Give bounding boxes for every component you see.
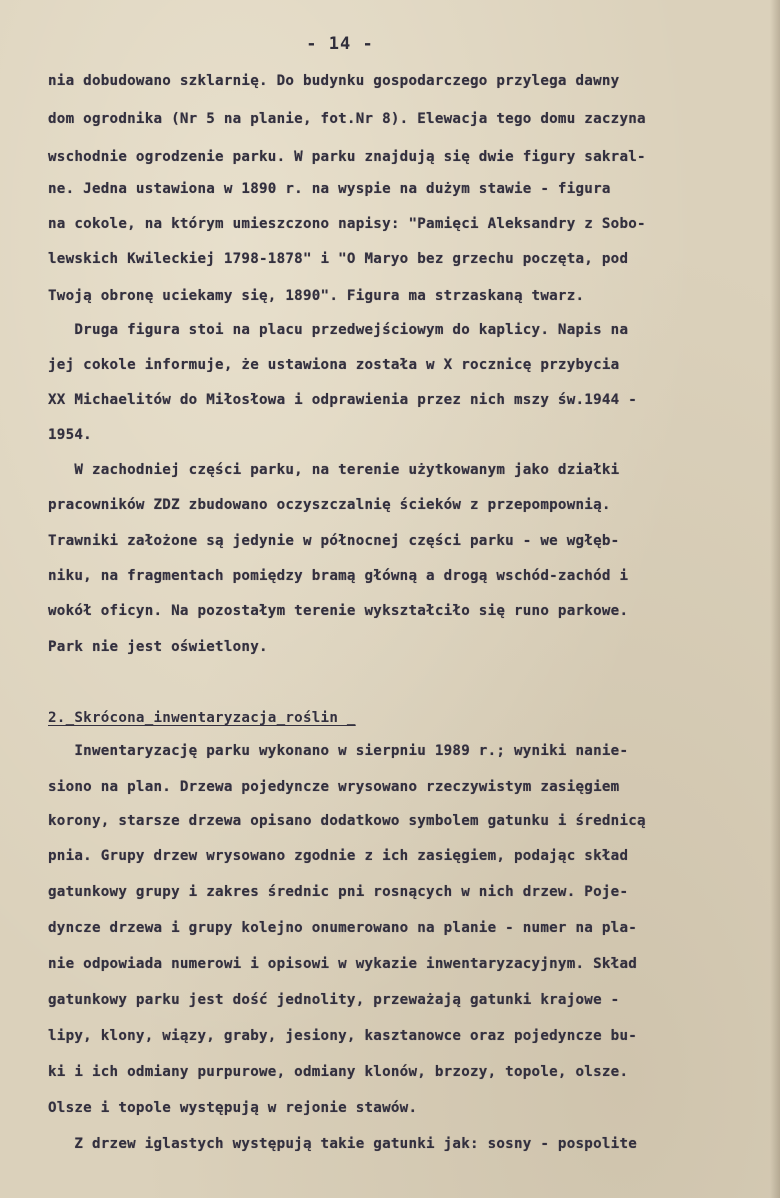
text-line: lewskich Kwileckiej 1798-1878" i "O Maryo bez grzechu poczęta, pod [48,251,629,267]
text-line: XX Michaelitów do Miłosłowa i odprawienia przez nich mszy św.1944 - [48,392,638,408]
text-line: niku, na fragmentach pomiędzy bramą główną a drogą wschód-zachód i [48,568,629,584]
section-heading: 2._Skrócona_inwentaryzacja_roślin _ [48,710,356,726]
text-line: 1954. [48,427,92,443]
text-line: Druga figura stoi na placu przedwejściowym do kaplicy. Napis na [48,322,629,338]
text-line: gatunkowy grupy i zakres średnic pni rosnących w nich drzew. Poje- [48,884,629,900]
text-line: siono na plan. Drzewa pojedyncze wrysowano rzeczywistym zasięgiem [48,779,620,795]
text-line: Trawniki założone są jedynie w północnej części parku - we wgłęb- [48,533,620,549]
text-line: pnia. Grupy drzew wrysowano zgodnie z ich zasięgiem, podając skład [48,848,629,864]
text-line: W zachodniej części parku, na terenie użytkowanym jako działki [48,462,620,478]
text-line: korony, starsze drzewa opisano dodatkowo symbolem gatunku i średnicą [48,813,646,829]
text-line: na cokole, na którym umieszczono napisy: "Pamięci Aleksandry z Sobo- [48,216,646,232]
text-line: Inwentaryzację parku wykonano w sierpniu 1989 r.; wyniki nanie- [48,743,629,759]
text-line: jej cokole informuje, że ustawiona została w X rocznicę przybycia [48,357,620,373]
text-line: dyncze drzewa i grupy kolejno onumerowano na planie - numer na pla- [48,920,638,936]
text-line: wschodnie ogrodzenie parku. W parku znajdują się dwie figury sakral- [48,149,646,165]
text-line: ki i ich odmiany purpurowe, odmiany klonów, brzozy, topole, olsze. [48,1064,629,1080]
text-line: gatunkowy parku jest dość jednolity, przeważają gatunki krajowe - [48,992,620,1008]
text-line: Park nie jest oświetlony. [48,639,268,655]
text-line: wokół oficyn. Na pozostałym terenie wykształciło się runo parkowe. [48,603,629,619]
text-line: ne. Jedna ustawiona w 1890 r. na wyspie na dużym stawie - figura [48,181,611,197]
page-edge-shadow [770,0,780,1198]
page-number: - 14 - [306,34,374,54]
text-line: nie odpowiada numerowi i opisowi w wykazie inwentaryzacyjnym. Skład [48,956,638,972]
text-line: Olsze i topole występują w rejonie stawów. [48,1100,418,1116]
text-line: pracowników ZDZ zbudowano oczyszczalnię ścieków z przepompownią. [48,497,611,513]
text-line: dom ogrodnika (Nr 5 na planie, fot.Nr 8). Elewacja tego domu zaczyna [48,111,646,127]
text-line: nia dobudowano szklarnię. Do budynku gospodarczego przylega dawny [48,73,620,89]
text-line: Z drzew iglastych występują takie gatunki jak: sosny - pospolite [48,1136,638,1152]
text-line: lipy, klony, wiązy, graby, jesiony, kasztanowce oraz pojedyncze bu- [48,1028,638,1044]
text-line: Twoją obronę uciekamy się, 1890". Figura ma strzaskaną twarz. [48,288,585,304]
